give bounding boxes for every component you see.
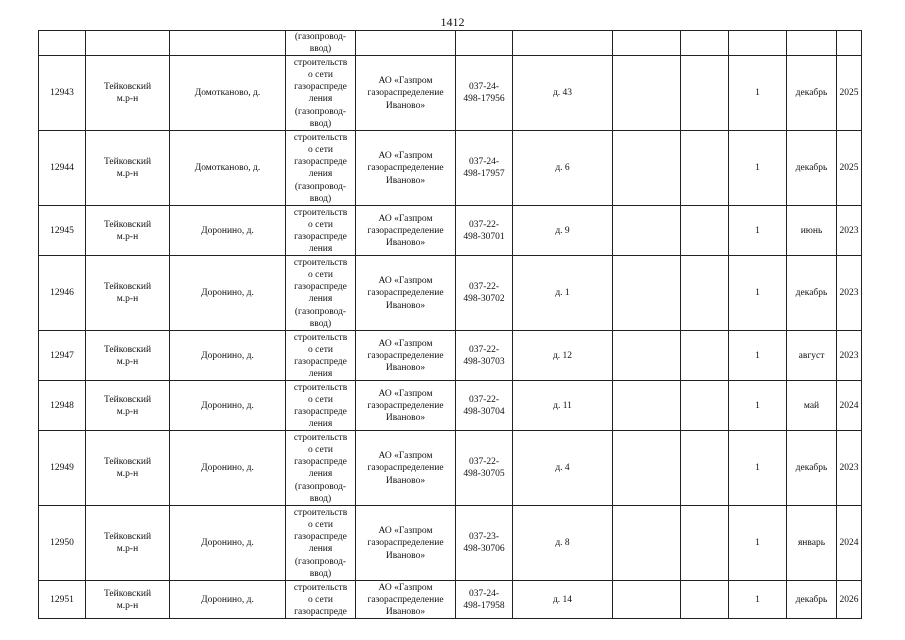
district-line: м.р-н [116,600,139,611]
cell-year: 2026 [837,581,862,619]
cell-year: 2023 [837,331,862,381]
work-type-line: о сети [308,445,333,455]
district-line: Тейковский [103,157,152,168]
work-type-line: строительств [293,132,348,143]
organization-line: газораспределение [367,463,444,474]
cell-year: 2024 [837,381,862,431]
cell-code [456,256,513,331]
page-number: 1412 [440,15,465,29]
cell-month: декабрь [787,256,837,331]
district-line: м.р-н [116,356,139,367]
code-line: 037-22- [468,282,500,293]
organization-line: газораспределение [367,594,444,605]
cell-house: д. 4 [513,431,613,506]
cell-work-type [286,131,356,206]
work-type-line: ввод) [309,318,332,329]
work-type-line: строительств [293,207,348,218]
code-line: 037-23- [468,532,500,543]
gasification-table [38,30,862,619]
organization-line: Иваново» [385,607,426,617]
work-type-line: ввод) [309,568,332,579]
cell-month: август [787,331,837,381]
organization-line: газораспределение [367,163,444,174]
work-type-line: газораспреде [294,356,347,367]
organization-line: АО «Газпром [378,151,433,162]
code-line: 498-30704 [463,406,505,417]
cell-organization [356,131,456,206]
work-type-line: (газопровод- [294,306,347,317]
cell-house: д. 43 [513,56,613,131]
work-type-line: ления [308,244,333,255]
table-row [39,506,862,581]
code-line: 498-17958 [463,600,505,611]
code-line: 037-22- [468,457,500,468]
cell-empty [613,31,681,56]
cell-month: январь [787,506,837,581]
organization-line: газораспределение [367,400,444,411]
cell-quantity: 1 [729,506,787,581]
code-line: 037-24- [468,588,500,599]
work-type-line: ввод) [309,193,332,204]
table-body [39,31,862,619]
cell-empty [681,256,729,331]
code-line: 498-30701 [463,231,505,242]
work-type-line: газораспреде [294,406,347,417]
code-line: 498-30703 [463,356,505,367]
table-row [39,256,862,331]
cell-district [86,581,170,619]
cell-year: 2025 [837,131,862,206]
organization-line: АО «Газпром [378,388,433,399]
carryover-line: (газопровод- [294,32,347,42]
district-line: Тейковский [103,532,152,543]
cell-empty [681,381,729,431]
cell-organization [356,56,456,131]
organization-line: АО «Газпром [378,276,433,287]
cell-empty [613,506,681,581]
carryover-work-cell [286,31,356,56]
cell-code [456,381,513,431]
district-line: Тейковский [103,588,152,599]
district-line: Тейковский [103,394,152,405]
work-type-line: (газопровод- [294,181,347,192]
district-line: Тейковский [103,457,152,468]
cell-empty [613,131,681,206]
work-type-line: строительств [293,382,348,393]
organization-line: газораспределение [367,88,444,99]
district-line: Тейковский [103,282,152,293]
work-type-line: (газопровод- [294,556,347,567]
district-line: м.р-н [116,544,139,555]
organization-line: Иваново» [385,238,426,248]
cell-empty [356,31,456,56]
district-line: м.р-н [116,294,139,305]
cell-house: д. 6 [513,131,613,206]
cell-district [86,381,170,431]
cell-quantity: 1 [729,331,787,381]
cell-settlement: Доронино, д. [170,506,286,581]
cell-organization [356,431,456,506]
work-type-line: строительств [293,432,348,443]
cell-quantity: 1 [729,206,787,256]
cell-number: 12948 [39,381,86,431]
cell-year: 2025 [837,56,862,131]
work-type-line: ввод) [309,493,332,504]
cell-settlement: Доронино, д. [170,381,286,431]
cell-number: 12949 [39,431,86,506]
work-type-line: ления [308,294,333,305]
cell-number: 12947 [39,331,86,381]
cell-empty [681,581,729,619]
work-type-line: ления [308,469,333,480]
cell-empty [787,31,837,56]
work-type-line: о сети [308,270,333,280]
cell-district [86,256,170,331]
cell-empty [681,56,729,131]
cell-empty [613,256,681,331]
organization-line: Иваново» [385,475,426,486]
cell-empty [729,31,787,56]
carryover-row [39,31,862,56]
cell-settlement: Домотканово, д. [170,56,286,131]
district-line: м.р-н [116,169,139,180]
cell-year: 2023 [837,256,862,331]
cell-empty [613,581,681,619]
carryover-line: ввод) [309,44,332,55]
organization-line: газораспределение [367,288,444,299]
work-type-line: строительств [293,332,348,343]
cell-empty [613,431,681,506]
code-line: 498-30702 [463,294,505,305]
cell-work-type [286,431,356,506]
district-line: м.р-н [116,469,139,480]
cell-work-type [286,581,356,619]
cell-quantity: 1 [729,381,787,431]
cell-house: д. 9 [513,206,613,256]
cell-number: 12950 [39,506,86,581]
cell-district [86,431,170,506]
cell-empty [170,31,286,56]
cell-empty [837,31,862,56]
district-line: м.р-н [116,94,139,105]
work-type-line: ления [308,544,333,555]
work-type-line: строительств [293,57,348,68]
cell-work-type [286,506,356,581]
organization-line: АО «Газпром [378,76,433,87]
cell-organization [356,581,456,619]
code-line: 037-22- [468,394,500,405]
cell-code [456,506,513,581]
cell-settlement: Доронино, д. [170,431,286,506]
code-line: 037-22- [468,219,500,230]
work-type-line: строительств [293,257,348,268]
cell-quantity: 1 [729,131,787,206]
work-type-line: о сети [308,70,333,80]
cell-number: 12944 [39,131,86,206]
cell-empty [456,31,513,56]
cell-district [86,331,170,381]
cell-house: д. 12 [513,331,613,381]
cell-settlement: Доронино, д. [170,331,286,381]
cell-empty [613,206,681,256]
work-type-line: ввод) [309,118,332,129]
cell-empty [681,331,729,381]
organization-line: газораспределение [367,350,444,361]
cell-work-type [286,56,356,131]
work-type-line: газораспреде [294,82,347,93]
organization-line: Иваново» [385,363,426,373]
cell-work-type [286,256,356,331]
cell-settlement: Домотканово, д. [170,131,286,206]
work-type-line: газораспреде [294,457,347,468]
cell-year: 2023 [837,206,862,256]
work-type-line: газораспреде [294,231,347,242]
work-type-line: о сети [308,145,333,155]
organization-line: АО «Газпром [378,338,433,349]
cell-organization [356,331,456,381]
cell-house: д. 11 [513,381,613,431]
work-type-line: ления [308,419,333,430]
cell-code [456,581,513,619]
cell-settlement: Доронино, д. [170,581,286,619]
cell-year: 2024 [837,506,862,581]
work-type-line: ления [308,94,333,105]
cell-month: май [787,381,837,431]
cell-empty [613,381,681,431]
code-line: 037-24- [468,82,500,93]
cell-number: 12943 [39,56,86,131]
cell-empty [681,431,729,506]
organization-line: газораспределение [367,225,444,236]
cell-district [86,56,170,131]
organization-line: АО «Газпром [378,526,433,537]
organization-line: АО «Газпром [378,582,433,593]
district-line: Тейковский [103,344,152,355]
cell-empty [681,506,729,581]
cell-work-type [286,381,356,431]
cell-quantity: 1 [729,431,787,506]
cell-code [456,206,513,256]
work-type-line: о сети [308,394,333,405]
cell-quantity: 1 [729,56,787,131]
work-type-line: о сети [308,594,333,605]
work-type-line: газораспреде [294,607,347,617]
cell-district [86,206,170,256]
code-line: 498-30706 [463,544,505,555]
cell-empty [681,31,729,56]
work-type-line: газораспреде [294,282,347,293]
cell-quantity: 1 [729,256,787,331]
work-type-line: строительств [293,507,348,518]
work-type-line: газораспреде [294,532,347,543]
cell-month: декабрь [787,56,837,131]
cell-district [86,131,170,206]
cell-empty [86,31,170,56]
table-row [39,431,862,506]
cell-code [456,331,513,381]
table-row [39,206,862,256]
cell-quantity: 1 [729,581,787,619]
cell-house: д. 1 [513,256,613,331]
cell-house: д. 8 [513,506,613,581]
work-type-line: газораспреде [294,157,347,168]
organization-line: АО «Газпром [378,213,433,224]
cell-code [456,131,513,206]
cell-month: июнь [787,206,837,256]
cell-settlement: Доронино, д. [170,206,286,256]
district-line: м.р-н [116,406,139,417]
table-row [39,581,862,619]
organization-line: Иваново» [385,550,426,561]
organization-line: Иваново» [385,300,426,311]
cell-number: 12951 [39,581,86,619]
cell-month: декабрь [787,431,837,506]
cell-district [86,506,170,581]
code-line: 037-22- [468,344,500,355]
organization-line: Иваново» [385,175,426,186]
work-type-line: (газопровод- [294,481,347,492]
cell-settlement: Доронино, д. [170,256,286,331]
cell-empty [613,56,681,131]
cell-code [456,431,513,506]
work-type-line: ления [308,369,333,380]
district-line: Тейковский [103,219,152,230]
work-type-line: о сети [308,520,333,530]
table-row [39,381,862,431]
district-line: Тейковский [103,82,152,93]
cell-empty [39,31,86,56]
cell-year: 2023 [837,431,862,506]
cell-code [456,56,513,131]
cell-work-type [286,331,356,381]
code-line: 037-24- [468,157,500,168]
cell-organization [356,256,456,331]
work-type-line: о сети [308,344,333,355]
district-line: м.р-н [116,231,139,242]
code-line: 498-30705 [463,469,505,480]
cell-number: 12946 [39,256,86,331]
code-line: 498-17956 [463,94,505,105]
cell-number: 12945 [39,206,86,256]
work-type-line: о сети [308,219,333,230]
code-line: 498-17957 [463,169,505,180]
cell-organization [356,381,456,431]
cell-empty [681,131,729,206]
work-type-line: строительств [293,582,348,593]
cell-month: декабрь [787,581,837,619]
cell-empty [513,31,613,56]
cell-empty [681,206,729,256]
organization-line: Иваново» [385,413,426,423]
organization-line: Иваново» [385,100,426,111]
organization-line: газораспределение [367,538,444,549]
work-type-line: (газопровод- [294,106,347,117]
cell-empty [613,331,681,381]
cell-month: декабрь [787,131,837,206]
cell-organization [356,506,456,581]
table-row [39,56,862,131]
cell-organization [356,206,456,256]
organization-line: АО «Газпром [378,451,433,462]
cell-work-type [286,206,356,256]
work-type-line: ления [308,169,333,180]
table-row [39,131,862,206]
cell-house: д. 14 [513,581,613,619]
table-row [39,331,862,381]
